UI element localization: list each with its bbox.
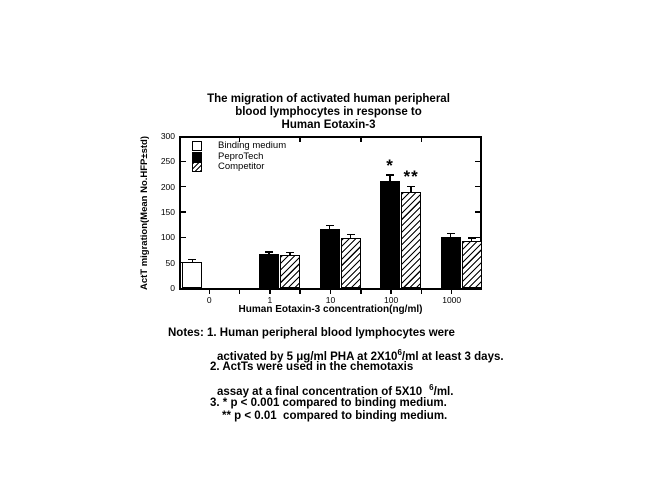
x-tick-minor	[360, 290, 362, 294]
y-tick-left	[181, 161, 186, 163]
bar-solid	[259, 254, 279, 288]
y-tick-left	[181, 237, 186, 239]
error-bar-whisker	[350, 235, 352, 238]
x-tick-label: 0	[206, 295, 212, 305]
note-line-6: ** p < 0.01 compared to binding medium.	[222, 410, 448, 422]
bar-open	[182, 262, 202, 288]
y-tick-right	[475, 161, 480, 163]
error-bar-cap	[265, 251, 273, 253]
x-tick-major	[451, 290, 453, 294]
x-tick-label: 1000	[442, 295, 462, 305]
note-line-5: 3. * p < 0.001 compared to binding medium.	[210, 397, 447, 409]
solid-bar-swatch-icon	[192, 152, 202, 162]
error-bar-whisker	[471, 239, 473, 241]
x-tick-major	[330, 290, 332, 294]
x-tick-top	[360, 138, 362, 142]
x-tick-label: 100	[384, 295, 399, 305]
y-tick-right	[475, 237, 480, 239]
x-tick-minor	[299, 290, 301, 294]
bar-hatched	[462, 241, 482, 288]
y-tick-left	[181, 211, 186, 213]
error-bar-cap	[188, 259, 196, 261]
legend-item-competitor	[192, 162, 286, 173]
legend-label: PeproTech	[218, 150, 264, 162]
error-bar-whisker	[410, 187, 412, 192]
note-line-4-text: /ml.	[433, 385, 454, 398]
y-tick-label: 150	[160, 207, 175, 217]
chart-title	[177, 93, 480, 132]
note-line-4-text: assay at a final concentration of 5X10	[217, 385, 423, 398]
y-axis-label: ActT migration(Mean No.HFP±std)	[139, 135, 150, 291]
y-tick-label: 200	[160, 181, 175, 192]
error-bar-cap	[286, 252, 294, 254]
y-tick-right	[475, 186, 480, 188]
error-bar-whisker	[192, 260, 194, 262]
y-tick-right	[475, 211, 480, 213]
error-bar-whisker	[389, 176, 391, 181]
y-tick-label: 0	[170, 283, 175, 293]
legend-item-binding-medium	[192, 141, 286, 152]
x-tick-major	[209, 290, 211, 294]
note-superscript: 6	[429, 383, 434, 392]
legend	[192, 141, 286, 173]
note-line-2-text: activated by 5 μg/ml PHA at 2X10	[217, 350, 398, 363]
plot-area	[160, 131, 482, 305]
y-tick-label: 300	[160, 131, 175, 141]
y-tick-left	[181, 186, 186, 188]
error-bar-cap	[347, 234, 355, 236]
chart-title-line3: Human Eotaxin-3	[281, 119, 376, 131]
error-bar-whisker	[268, 253, 270, 255]
open-bar-swatch-icon	[192, 141, 202, 151]
x-tick-minor	[239, 290, 241, 294]
x-tick-top	[421, 138, 423, 142]
note-line-4	[217, 383, 453, 398]
y-tick-label: 100	[160, 232, 175, 243]
x-tick-label: 1	[267, 295, 273, 305]
error-bar-cap	[326, 225, 334, 227]
error-bar-whisker	[329, 226, 331, 229]
x-tick-major	[269, 290, 271, 294]
error-bar-whisker	[450, 234, 452, 237]
significance-marker: **	[403, 167, 419, 187]
legend-label: Binding medium	[218, 140, 287, 151]
note-line-3: 2. ActTs were used in the chemotaxis	[210, 361, 414, 373]
bar-solid	[380, 181, 400, 288]
x-tick-top	[299, 138, 301, 142]
note-superscript: 6	[397, 348, 402, 357]
significance-marker: *	[386, 155, 394, 175]
legend-label: Competitor	[218, 161, 265, 172]
y-tick-label: 250	[160, 156, 175, 167]
note-line-2-text: /ml at least 3 days.	[401, 350, 504, 363]
x-tick-minor	[421, 290, 423, 294]
chart-title-line1: The migration of activated human peripheral	[207, 93, 450, 105]
bar-hatched	[280, 255, 300, 288]
y-tick-label: 50	[165, 257, 175, 268]
note-line-1: Notes: 1. Human peripheral blood lymphocytes were	[168, 327, 455, 339]
bar-solid	[441, 237, 461, 288]
bar-hatched	[401, 192, 421, 288]
x-tick-major	[390, 290, 392, 294]
x-axis-label: Human Eotaxin-3 concentration(ng/ml)	[238, 304, 423, 315]
error-bar-whisker	[289, 253, 291, 255]
bar-solid	[320, 229, 340, 288]
chart-title-line2: blood lymphocytes in response to	[235, 106, 422, 118]
x-tick-label: 10	[325, 295, 336, 305]
error-bar-cap	[468, 237, 476, 239]
error-bar-cap	[447, 233, 455, 235]
hatched-bar-swatch-icon	[192, 162, 202, 172]
bar-hatched	[341, 238, 361, 288]
